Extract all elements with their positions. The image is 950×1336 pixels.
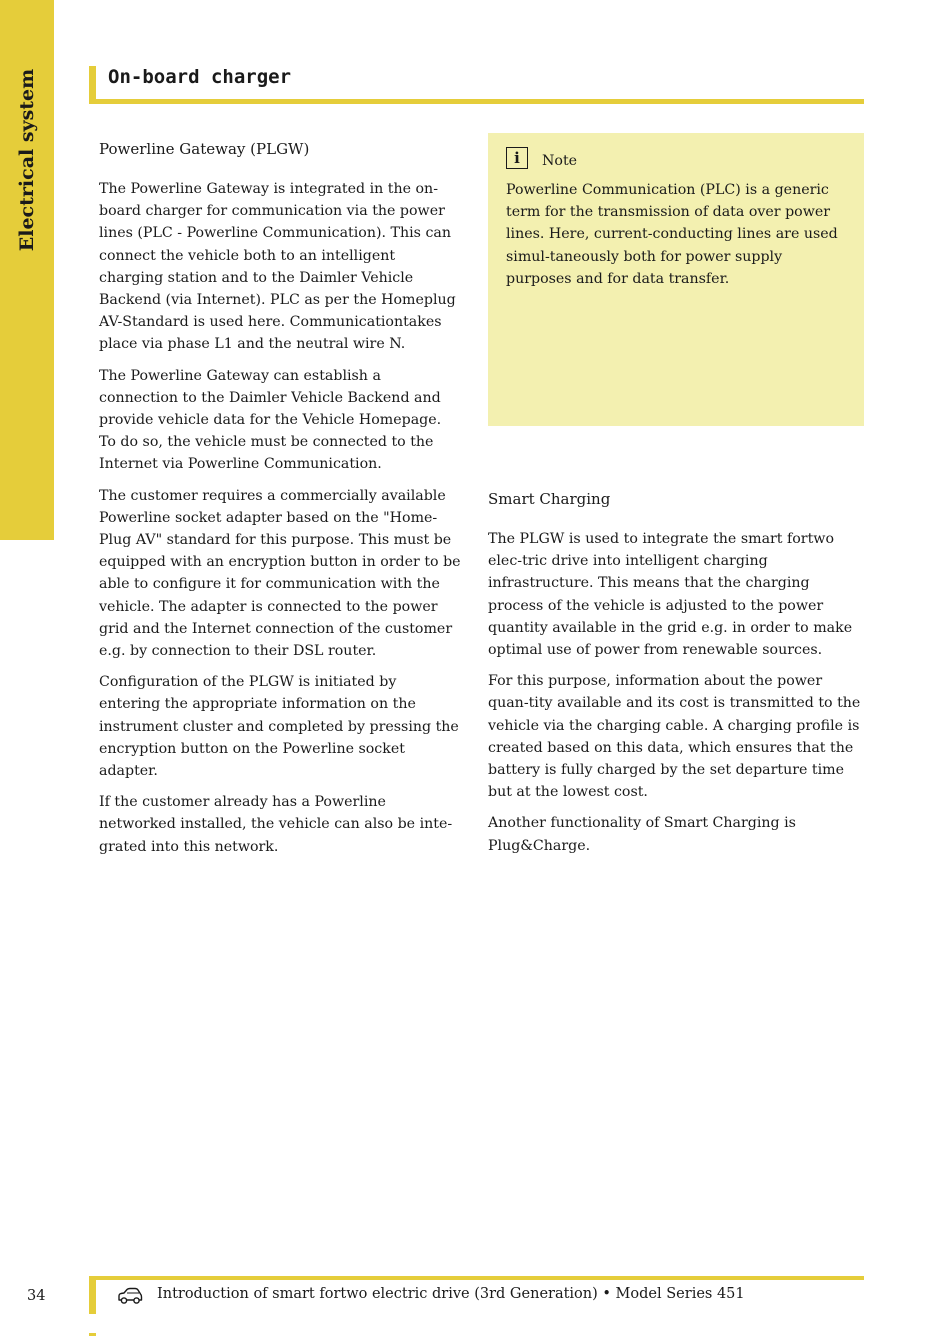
paragraph: The Powerline Gateway is integrated in the on-board charger for communication via the power lines (PLC - Powerline Communication). This can connect the vehicle both to an intelligent charging station and to the Daimler Vehicle Backend (via Internet). PLC as per the Homeplug AV-Standard is used here. Communicationtakes place via phase L1 and the neutral wire N. — [99, 181, 456, 353]
title-bar — [89, 66, 864, 104]
paragraph: For this purpose, information about the power quan-tity available and its cost is transmitted to the vehicle via the charging cable. A charging profile is created based on this data, which ensures that the battery is fully charged by the set departure time but at the lowest cost. — [488, 673, 861, 801]
section-label: Electrical system — [16, 68, 38, 252]
car-icon — [117, 1287, 143, 1305]
left-column — [99, 138, 461, 867]
paragraph: The PLGW is used to integrate the smart fortwo elec-tric drive into intelligent charging infrastructure. This means that the charging process of the vehicle is adjusted to the power quantity available in the grid e.g. in order to make optimal use of power from renewable sources. — [488, 531, 853, 659]
page-title: On-board charger — [108, 66, 292, 88]
note-text: Powerline Communication (PLC) is a generic term for the transmission of data over power lines. Here, current-conducting lines are used simul-taneously both for power supply purposes and for data transfer. — [506, 182, 838, 287]
note-title: Note — [542, 153, 578, 169]
paragraph: Another functionality of Smart Charging is Plug&Charge. — [488, 815, 796, 854]
note-box — [488, 133, 864, 426]
page-number: 34 — [27, 1288, 46, 1304]
right-column — [488, 488, 864, 866]
paragraph: If the customer already has a Powerline networked installed, the vehicle can also be inte-grated into this network. — [99, 794, 453, 855]
section-heading-plgw: Powerline Gateway (PLGW) — [99, 140, 310, 158]
section-heading-smart-charging: Smart Charging — [488, 490, 611, 508]
paragraph: The customer requires a commercially available Powerline socket adapter based on the "Home-Plug AV" standard for this purpose. This must be equipped with an encryption button in order to be able to configure it for communication with the vehicle. The adapter is connected to the power grid and the Internet connection of the customer e.g. by connection to their DSL router. — [99, 487, 461, 660]
side-tab — [0, 0, 54, 540]
footer-text: Introduction of smart fortwo electric drive (3rd Generation) • Model Series 451 — [157, 1286, 745, 1302]
paragraph: Configuration of the PLGW is initiated by entering the appropriate information on the instrument cluster and completed by pressing the encryption button on the Powerline socket adapter. — [99, 674, 459, 780]
note-header — [506, 142, 852, 174]
paragraph: The Powerline Gateway can establish a connection to the Daimler Vehicle Backend and provide vehicle data for the Vehicle Homepage. To do so, the vehicle must be connected to the Internet via Powerline Communication. — [99, 367, 442, 473]
info-icon: i — [506, 147, 528, 169]
